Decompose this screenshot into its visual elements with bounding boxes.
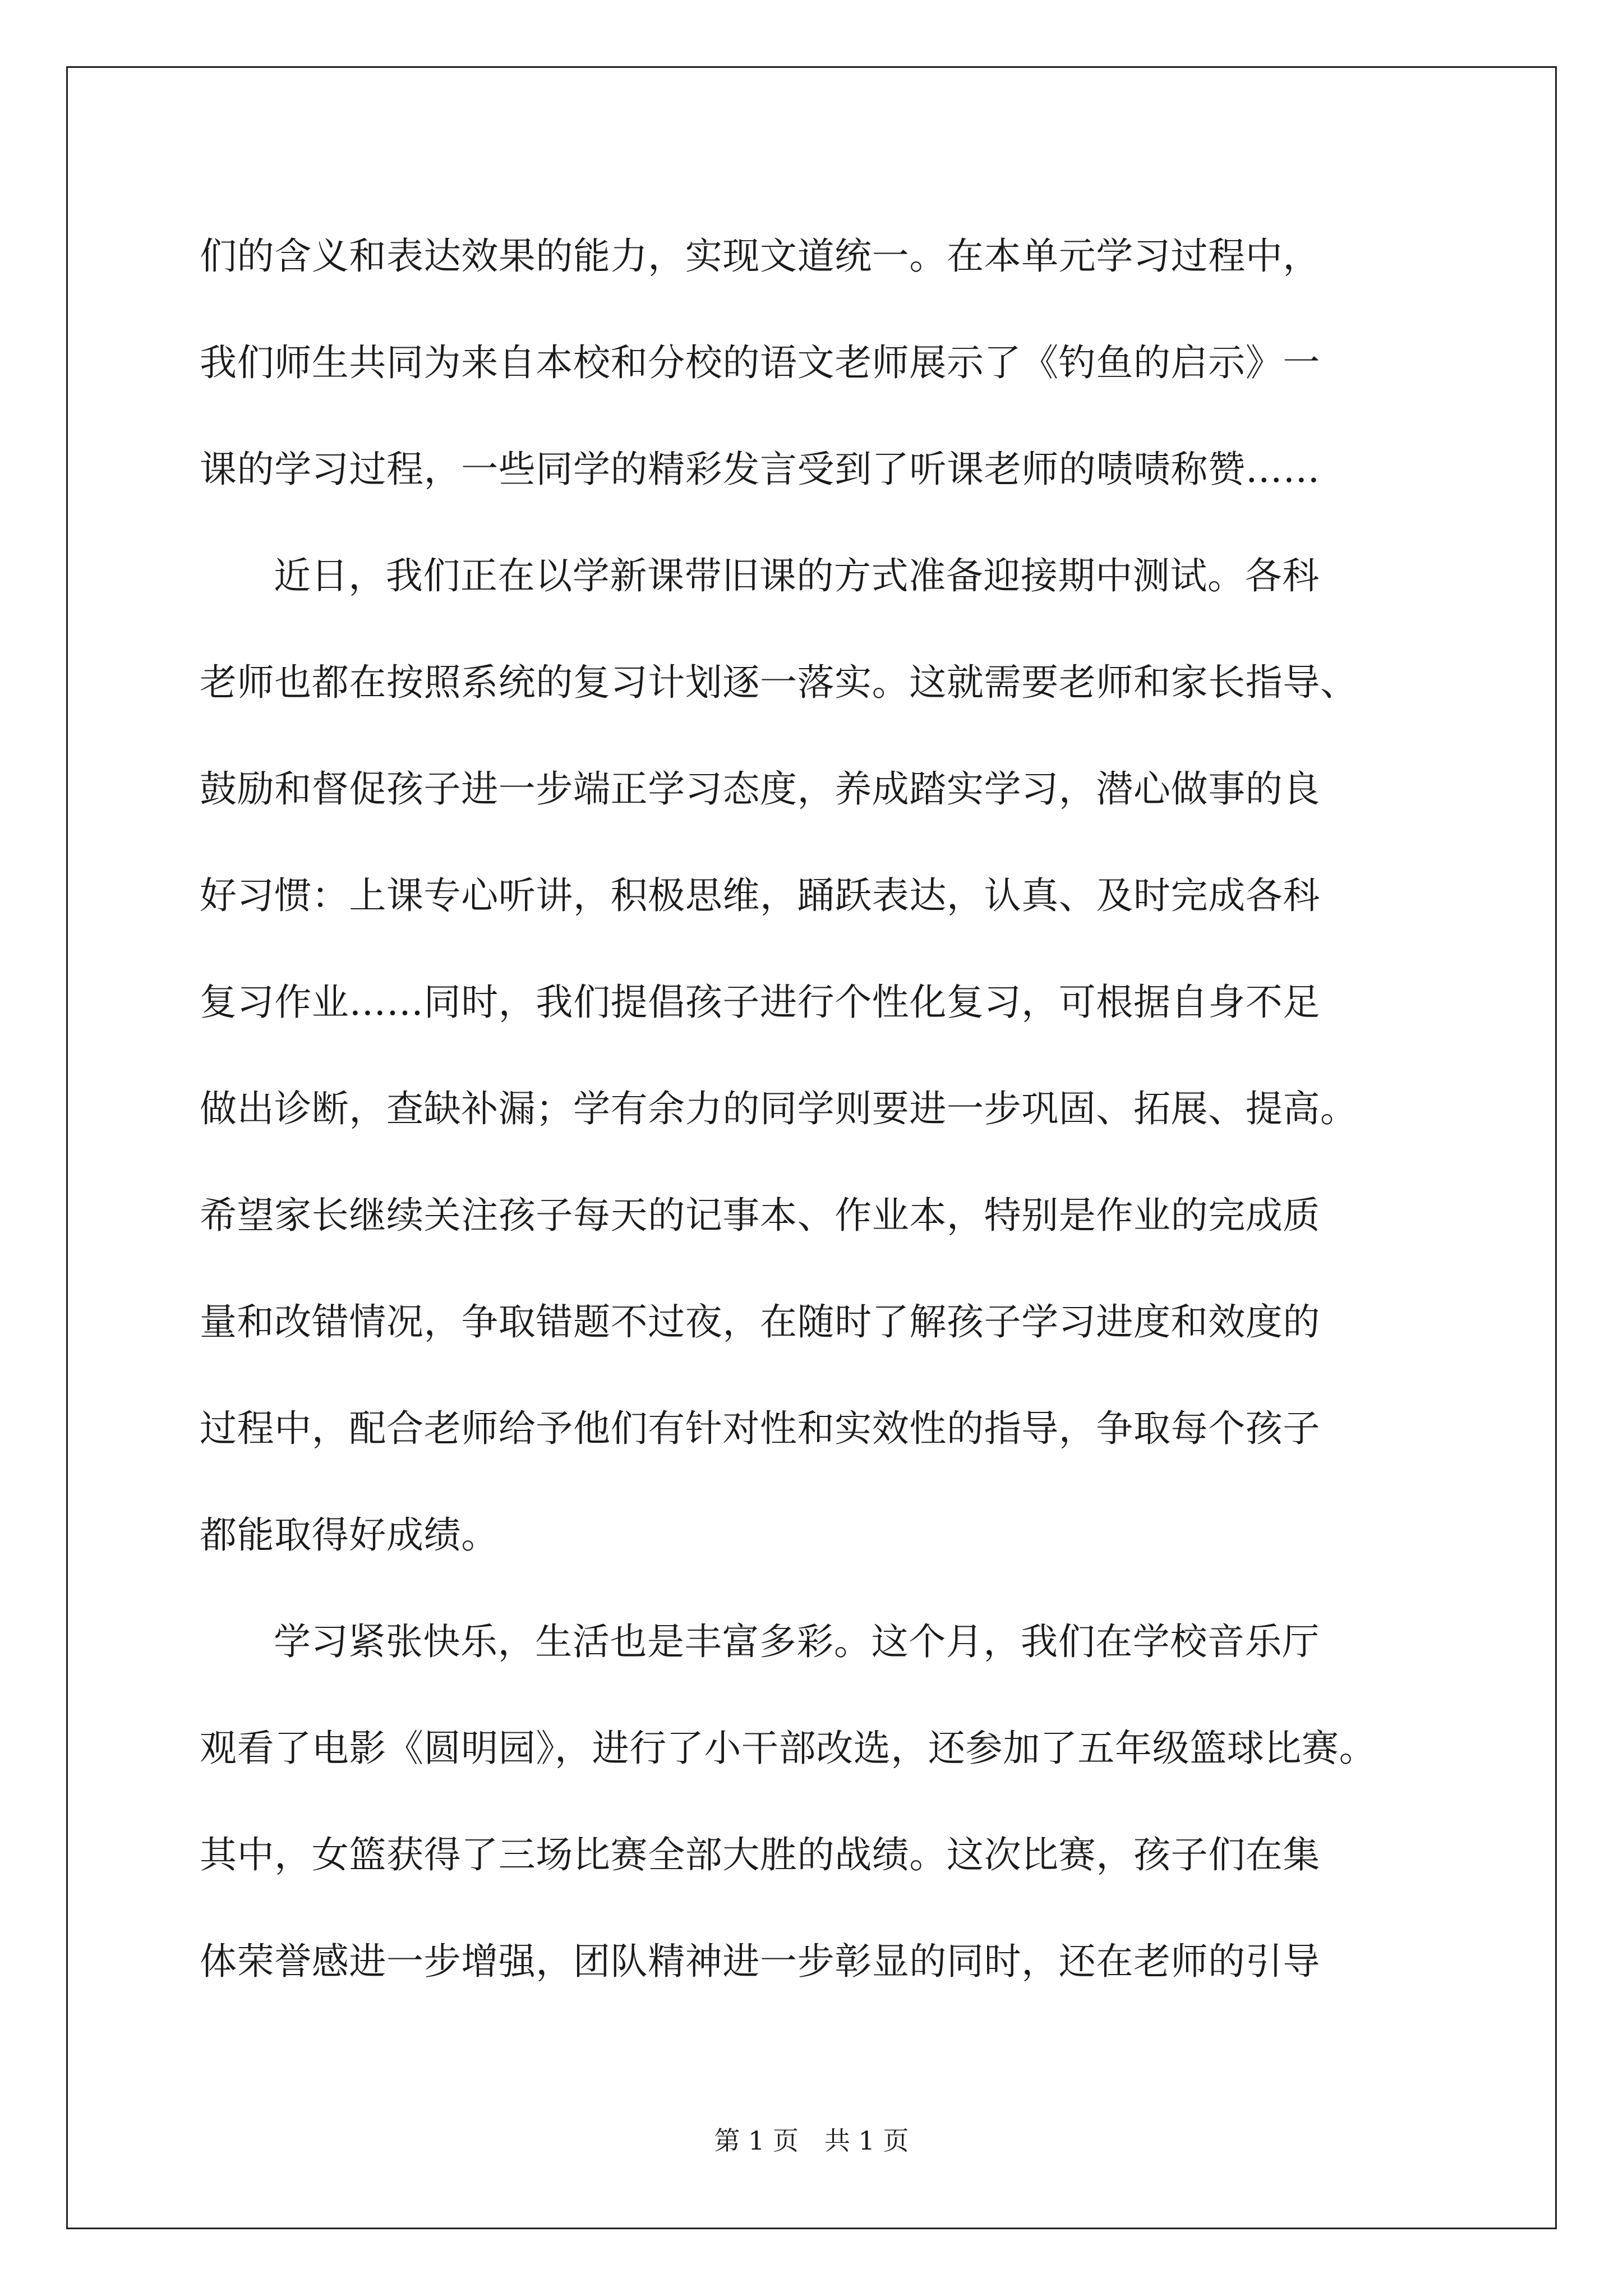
text-line: 我们师生共同为来自本校和分校的语文老师展示了《钓鱼的启示》一 bbox=[200, 341, 1320, 384]
text-line: 课的学习过程，一些同学的精彩发言受到了听课老师的啧啧称赞…… bbox=[200, 448, 1320, 491]
text-line: 们的含义和表达效果的能力，实现文道统一。在本单元学习过程中， bbox=[200, 234, 1320, 278]
text-line: 做出诊断，查缺补漏；学有余力的同学则要进一步巩固、拓展、提高。 bbox=[200, 1087, 1358, 1130]
text-line: 好习惯：上课专心听讲，积极思维，踊跃表达，认真、及时完成各科 bbox=[200, 874, 1320, 917]
text-line: 鼓励和督促孩子进一步端正学习态度，养成踏实学习，潜心做事的良 bbox=[200, 767, 1320, 811]
page-footer: 第 1 页 共 1 页 bbox=[714, 2125, 909, 2156]
text-line: 希望家长继续关注孩子每天的记事本、作业本，特别是作业的完成质 bbox=[200, 1194, 1320, 1237]
text-line: 其中，女篮获得了三场比赛全部大胜的战绩。这次比赛，孩子们在集 bbox=[200, 1833, 1320, 1876]
text-line: 观看了电影《圆明园》，进行了小干部改选，还参加了五年级篮球比赛。 bbox=[200, 1727, 1377, 1770]
text-line: 过程中，配合老师给予他们有针对性和实效性的指导，争取每个孩子 bbox=[200, 1407, 1320, 1450]
paragraph-start-line: 学习紧张快乐，生活也是丰富多彩。这个月，我们在学校音乐厅 bbox=[274, 1620, 1320, 1663]
text-line: 老师也都在按照系统的复习计划逐一落实。这就需要老师和家长指导、 bbox=[200, 661, 1358, 704]
paragraph-start-line: 近日，我们正在以学新课带旧课的方式准备迎接期中测试。各科 bbox=[274, 554, 1320, 597]
text-line: 量和改错情况，争取错题不过夜，在随时了解孩子学习进度和效度的 bbox=[200, 1300, 1320, 1343]
text-line: 都能取得好成绩。 bbox=[200, 1513, 499, 1557]
document-body bbox=[200, 203, 1431, 2015]
text-line: 复习作业……同时，我们提倡孩子进行个性化复习，可根据自身不足 bbox=[200, 981, 1320, 1024]
text-line: 体荣誉感进一步增强，团队精神进一步彰显的同时，还在老师的引导 bbox=[200, 1940, 1320, 1983]
